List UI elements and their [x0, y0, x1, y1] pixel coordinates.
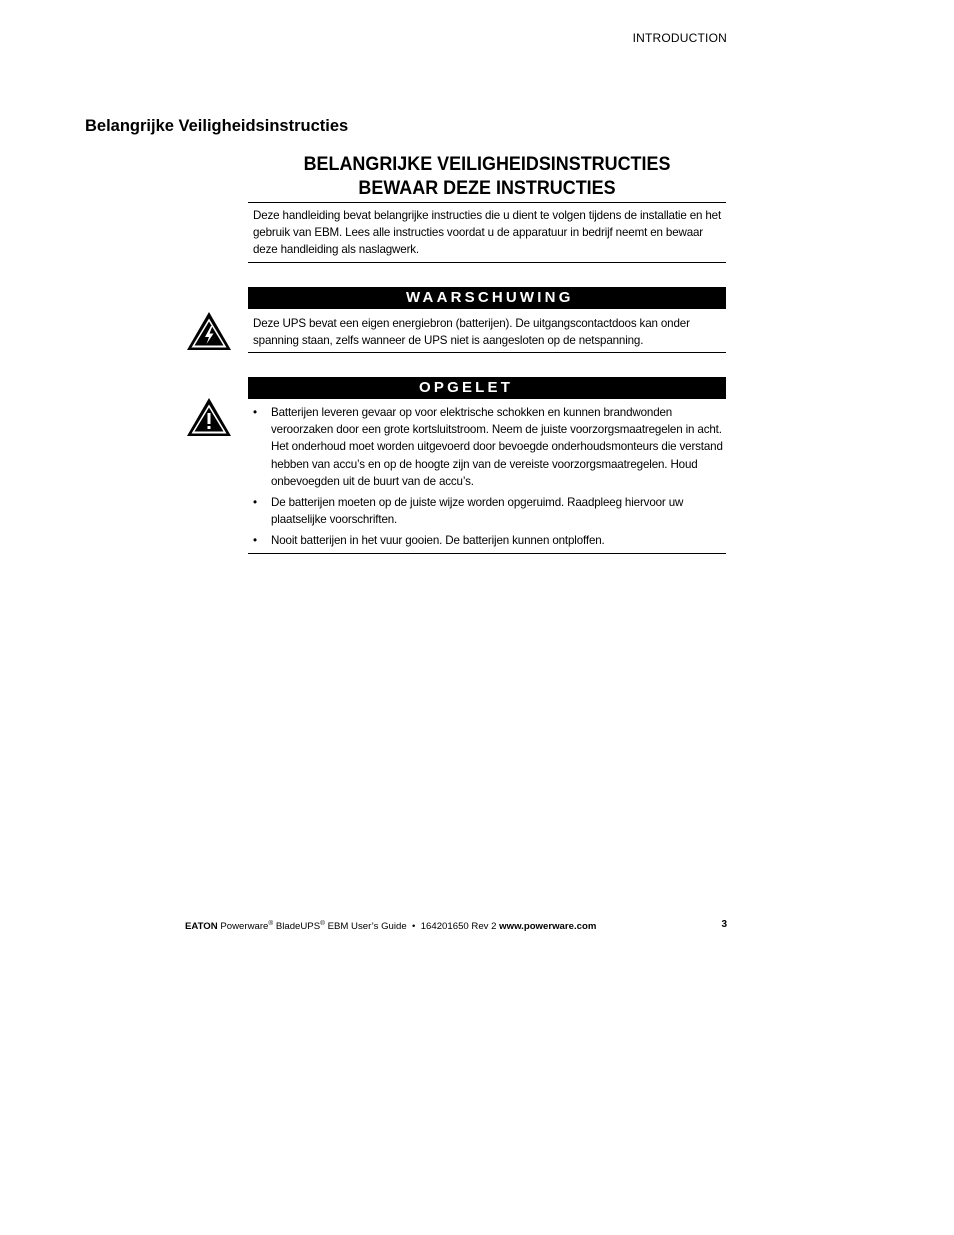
section-heading: Belangrijke Veiligheidsinstructies — [85, 117, 349, 135]
list-item-text: Nooit batterijen in het vuur gooien. De batterijen kunnen ontploffen. — [271, 534, 605, 548]
list-item-text: Batterijen leveren gevaar op voor elektrische schokken en kunnen brandwonden veroorzaken door een grote kortsluitstroom. Neem de juiste voorzorgsmaatregelen in acht. Het onderhoud moet worden uitgevoerd door bevoegde onderhoudsmonteurs die verstand hebben van accu’s en op de hoogte zijn van de vereiste voorzorgsmaatregelen. Houd onbevoegden uit de buurt van de accu’s. — [271, 406, 723, 488]
caution-banner: OPGELET — [248, 377, 726, 399]
divider — [248, 262, 726, 263]
intro-paragraph — [253, 207, 723, 259]
footer-brand: EATON — [185, 921, 218, 933]
caution-list — [253, 404, 723, 550]
footer-guide-title: EBM User’s Guide — [327, 921, 407, 933]
divider — [248, 352, 726, 353]
registered-mark: ® — [268, 920, 274, 927]
page-number: 3 — [721, 919, 727, 930]
exclamation-warning-icon — [186, 397, 232, 437]
footer-separator: • — [412, 921, 416, 933]
list-item — [253, 404, 723, 490]
footer-product-powerware: Powerware — [220, 921, 269, 933]
running-head: INTRODUCTION — [632, 31, 727, 45]
list-item — [253, 494, 723, 528]
footer-doc-number: 164201650 Rev 2 — [420, 921, 497, 933]
intro-text: Deze handleiding bevat belangrijke instructies die u dient te volgen tijdens de installatie en het gebruik van EBM. Lees alle instructies voordat u de apparatuur in bedrijf neemt en bewaar deze handleiding als naslagwerk. — [253, 209, 722, 257]
footer-url: www.powerware.com — [499, 921, 597, 933]
title-line-2: BEWAAR DEZE INSTRUCTIES — [358, 177, 616, 199]
list-item-text: De batterijen moeten op de juiste wijze worden opgeruimd. Raadpleeg hiervoor uw plaatselijke voorschriften. — [271, 496, 684, 527]
bullet-glyph: • — [253, 406, 257, 419]
bullet-glyph: • — [253, 534, 257, 548]
footer-product-bladeups: BladeUPS — [275, 921, 321, 933]
warning-body — [253, 315, 723, 349]
divider — [248, 553, 726, 554]
caution-body — [253, 404, 723, 554]
warning-text: Deze UPS bevat een eigen energiebron (batterijen). De uitgangscontactdoos kan onder spanning staan, zelfs wanneer de UPS niet is aangesloten op de netspanning. — [253, 317, 690, 348]
warning-banner: WAARSCHUWING — [248, 287, 726, 309]
page-footer — [185, 920, 730, 932]
divider — [248, 202, 726, 203]
bullet-glyph: • — [253, 496, 257, 510]
document-title — [267, 152, 707, 200]
list-item — [253, 532, 723, 549]
registered-mark: ® — [320, 920, 325, 927]
title-line-1: BELANGRIJKE VEILIGHEIDSINSTRUCTIES — [303, 153, 671, 175]
electrical-hazard-icon — [186, 311, 232, 351]
